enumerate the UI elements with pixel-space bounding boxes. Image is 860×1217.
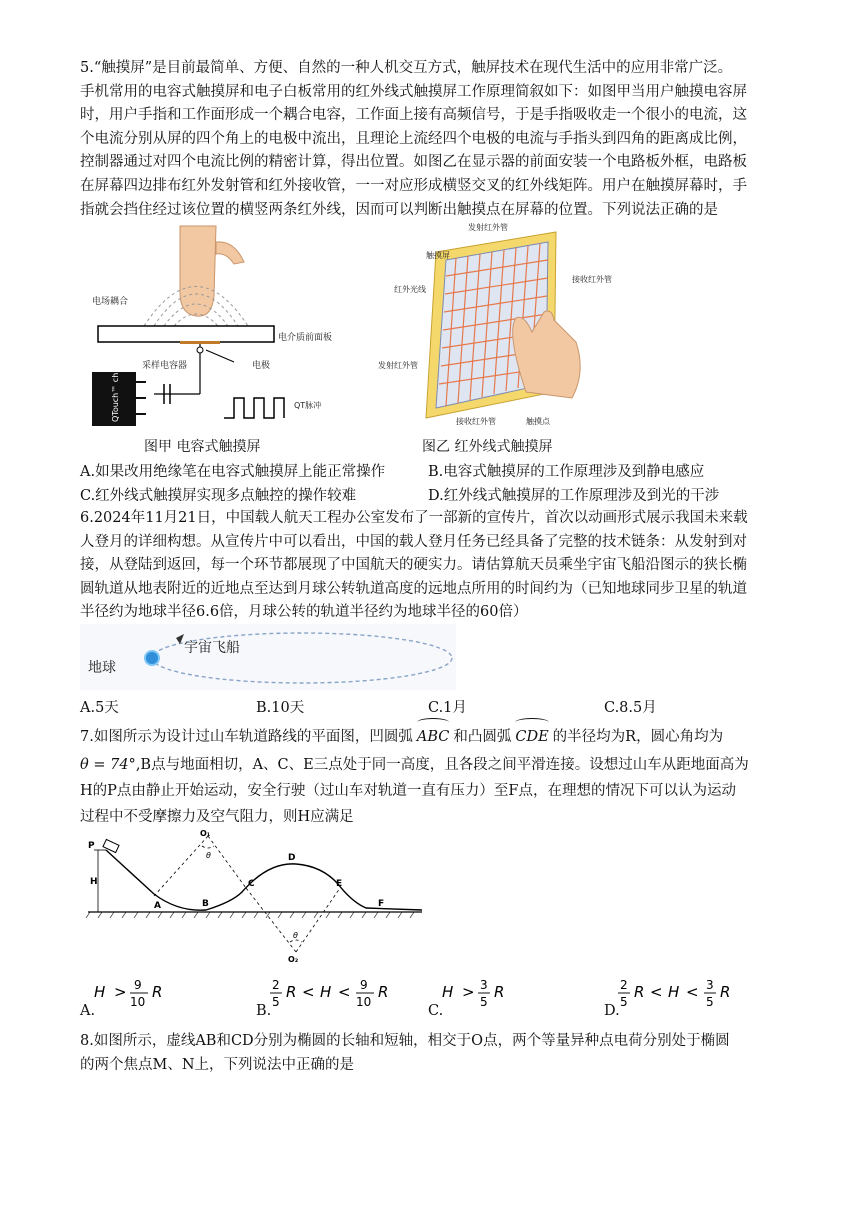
q5-line: 控制器通过对四个电流比例的精密计算，得出位置。如图乙在显示器的前面安装一个电路板外框，电路板	[80, 154, 747, 171]
q7-formula-c	[440, 975, 530, 1009]
svg-text:9: 9	[360, 978, 368, 992]
svg-text:2: 2	[272, 978, 280, 992]
fig-a-field-label: 电场耦合	[92, 297, 129, 307]
q7-stem	[80, 724, 786, 830]
fig-label-d: D	[288, 853, 296, 863]
svg-text:5: 5	[706, 995, 714, 1009]
fig-b-screen-label: 触摸屏	[426, 251, 450, 260]
theta-value: θ = 74°	[80, 757, 136, 773]
fig-a-panel-label: 电介质前面板	[278, 333, 333, 343]
orbit-figure	[80, 624, 456, 690]
svg-text:R: R	[720, 983, 731, 1001]
fig-label-theta2: θ	[293, 931, 298, 940]
fig-label-h: H	[90, 877, 98, 887]
q7-line: H的P点由静止开始运动，安全行驶（过山车对轨道一直有压力）至F点，在理想的情况下可以认为运动	[80, 783, 736, 799]
svg-text:R: R	[378, 983, 389, 1001]
q5-line: 在屏幕四边排布红外发射管和红外接收管，一一对应形成横竖交叉的红外线矩阵。用户在触摸屏幕时，手	[80, 177, 747, 194]
fig-b-recv-bottom-label: 接收红外管	[456, 417, 496, 426]
q7-line: 过程中不受摩擦力及空气阻力，则H应满足	[80, 809, 354, 825]
svg-text:5: 5	[272, 995, 280, 1009]
q6-line: 人登月的详细构想。从宣传片中可以看出，中国的载人登月任务已经具备了完整的技术链条：从发射到对	[80, 533, 747, 550]
q7-formula-d	[616, 975, 746, 1009]
q5-option-b[interactable]: B.电容式触摸屏的工作原理涉及到静电感应	[428, 464, 705, 480]
q6-line: 圆轨道从地表附近的近地点至达到月球公转轨道高度的远地点所用的时间约为（已知地球同步卫星的轨道	[80, 580, 747, 597]
svg-text:R: R	[152, 983, 163, 1001]
svg-text:R: R	[494, 983, 505, 1001]
svg-text:<: <	[338, 983, 351, 1001]
q6-option-b[interactable]: B.10天	[256, 700, 305, 716]
fig-b-caption: 图乙 红外线式触摸屏	[422, 439, 553, 455]
earth-label: 地球	[88, 660, 116, 676]
q5-option-a[interactable]: A.如果改用绝缘笔在电容式触摸屏上能正常操作	[80, 464, 386, 480]
svg-text:2: 2	[620, 978, 628, 992]
svg-text:H: H	[442, 983, 454, 1001]
arc-cde: CDE	[515, 724, 548, 750]
svg-text:H: H	[320, 983, 332, 1001]
svg-text:H: H	[668, 983, 680, 1001]
q6-line: 6.2024年11月21日，中国载人航天工程办公室发布了一部新的宣传片，首次以动画形式展示我国未来载	[80, 510, 748, 526]
fig-label-o1: O₁	[200, 829, 211, 838]
q5-line: 个电流分别从屏的四个角上的电极中流出，且理论上流经四个电极的电流与手指头到四角的距离成比例，	[80, 130, 747, 147]
spaceship-label: 宇宙飞船	[184, 640, 240, 656]
infrared-touchscreen-figure	[376, 222, 618, 430]
fig-label-b: B	[202, 899, 209, 909]
q6-line: 半径约为地球半径6.6倍，月球公转的轨道半径约为地球半径的60倍）	[80, 604, 528, 621]
svg-text:5: 5	[620, 995, 628, 1009]
q7-line2-post: ,B点与地面相切，A、C、E三点处于同一高度，且各段之间平滑连接。设想过山车从距地面高为	[135, 757, 749, 773]
svg-text:3: 3	[480, 978, 488, 992]
fig-a-cap-label: 采样电容器	[142, 361, 188, 371]
q5-option-c[interactable]: C.红外线式触摸屏实现多点触控的操作较难	[80, 488, 357, 504]
q6-line: 接，从登陆到返回，每一个环节都展现了中国航天的硬实力。请估算航天员乘坐宇宙飞船沿图示的狭长椭	[80, 557, 747, 574]
fig-a-electrode-label: 电极	[252, 361, 271, 371]
fig-label-f: F	[378, 899, 385, 909]
q5-line: 5.“触摸屏”是目前最简单、方便、自然的一种人机交互方式，触屏技术在现代生活中的应用非常广泛。	[80, 60, 733, 76]
capacitive-touchscreen-figure	[84, 222, 346, 430]
fig-b-ir-line-label: 红外光线	[394, 285, 426, 294]
q8-line: 8.如图所示，虚线AB和CD分别为椭圆的长轴和短轴，相交于O点，两个等量异种点电荷分别处于椭圆	[80, 1033, 730, 1049]
fig-label-o2: O₂	[288, 955, 299, 964]
arc-abc: ABC	[417, 724, 450, 750]
svg-text:10: 10	[130, 995, 146, 1009]
q7-line1-pre: 7.如图所示为设计过山车轨道路线的平面图，凹圆弧	[80, 729, 413, 745]
q5-line: 指就会挡住经过该位置的横竖两条红外线，因而可以判断出触摸点在屏幕的位置。下列说法正确的是	[80, 201, 718, 218]
fig-b-recv-right-label: 接收红外管	[572, 275, 612, 284]
svg-text:<: <	[650, 983, 663, 1001]
fig-a-pulse-label: QT脉冲	[294, 401, 322, 410]
fig-label-c: C	[248, 879, 255, 889]
q7-formula-a	[92, 975, 182, 1009]
fig-a-chip-label: QTouch™ chip	[111, 365, 120, 422]
q6-stem	[80, 507, 786, 625]
fig-b-touch-label: 触摸点	[526, 417, 550, 426]
fig-label-p: P	[88, 841, 95, 851]
roller-coaster-figure	[82, 828, 432, 966]
svg-text:10: 10	[356, 995, 372, 1009]
svg-text:5: 5	[480, 995, 488, 1009]
svg-text:>: >	[114, 983, 127, 1001]
q8-stem	[80, 1030, 786, 1077]
svg-text:<: <	[302, 983, 315, 1001]
svg-text:9: 9	[134, 978, 142, 992]
q5-line: 时，用户手指和工作面形成一个耦合电容，工作面上接有高频信号，于是手指吸收走一个很小的电流，这	[80, 107, 747, 124]
svg-text:R: R	[286, 983, 297, 1001]
q7-formula-b	[268, 975, 408, 1009]
fig-b-emit-left-label: 发射红外管	[378, 361, 418, 370]
svg-text:>: >	[462, 983, 475, 1001]
q6-option-a[interactable]: A.5天	[80, 700, 119, 716]
q5-line: 手机常用的电容式触摸屏和电子白板常用的红外线式触摸屏工作原理简叙如下：如图甲当用户触摸电容屏	[80, 83, 747, 100]
svg-text:H: H	[94, 983, 106, 1001]
svg-text:3: 3	[706, 978, 714, 992]
fig-b-emit-top-label: 发射红外管	[468, 223, 508, 232]
fig-label-theta1: θ	[206, 851, 211, 860]
q8-line: 的两个焦点M、N上，下列说法中正确的是	[80, 1056, 355, 1073]
q5-option-d[interactable]: D.红外线式触摸屏的工作原理涉及到光的干涉	[428, 488, 720, 504]
q6-option-d[interactable]: C.8.5月	[604, 700, 657, 716]
svg-text:R: R	[634, 983, 645, 1001]
fig-label-a: A	[154, 901, 161, 911]
fig-a-caption: 图甲 电容式触摸屏	[144, 439, 261, 455]
fig-label-e: E	[336, 879, 343, 889]
q6-option-c[interactable]: C.1月	[428, 700, 467, 716]
q5-stem	[80, 57, 786, 222]
q7-line1-mid: 和凸圆弧	[453, 729, 512, 745]
svg-text:<: <	[686, 983, 699, 1001]
q7-line1-post: 的半径均为R，圆心角均为	[552, 729, 724, 745]
